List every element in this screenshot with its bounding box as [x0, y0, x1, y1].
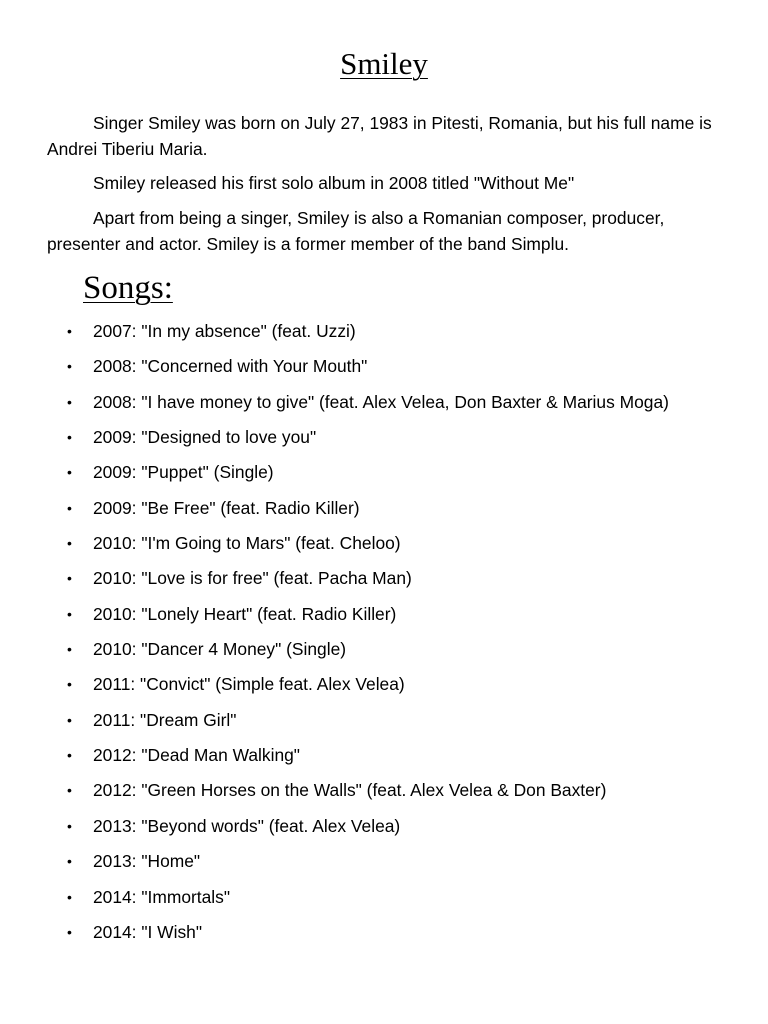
bio-paragraph-album: Smiley released his first solo album in 2008 titled "Without Me" — [93, 173, 575, 193]
song-list-item — [0, 667, 768, 702]
bullet-icon: • — [67, 747, 72, 764]
bullet-icon: • — [67, 429, 72, 446]
song-title: 2014: "Immortals" — [93, 886, 231, 907]
song-list-item — [0, 420, 768, 455]
song-title: 2010: "Dancer 4 Money" (Single) — [93, 639, 347, 660]
song-title: 2010: "Love is for free" (feat. Pacha Man) — [93, 568, 412, 589]
song-list-item — [0, 385, 768, 420]
song-title: 2014: "I Wish" — [93, 921, 203, 942]
song-list-item — [0, 880, 768, 915]
song-title: 2011: "Dream Girl" — [93, 709, 237, 730]
bullet-icon: • — [67, 499, 72, 516]
song-list-item — [0, 561, 768, 596]
song-title: 2009: "Puppet" (Single) — [93, 462, 274, 483]
bio-paragraph-career: Apart from being a singer, Smiley is also a Romanian composer, producer, presenter and actor. Smiley is a former member of the band Simplu. — [47, 208, 665, 254]
bullet-icon: • — [67, 535, 72, 552]
document-title: Smiley — [340, 46, 428, 81]
song-list-item — [0, 597, 768, 632]
song-title: 2009: "Designed to love you" — [93, 427, 317, 448]
song-list-item — [0, 526, 768, 561]
bullet-icon: • — [67, 393, 72, 410]
song-list-item — [0, 632, 768, 667]
song-title: 2008: "Concerned with Your Mouth" — [93, 356, 368, 377]
bullet-icon: • — [67, 605, 72, 622]
song-list — [0, 314, 768, 950]
song-list-item — [0, 809, 768, 844]
song-list-item — [0, 773, 768, 808]
song-title: 2009: "Be Free" (feat. Radio Killer) — [93, 497, 360, 518]
bullet-icon: • — [67, 358, 72, 375]
song-title: 2008: "I have money to give" (feat. Alex Velea, Don Baxter & Marius Moga) — [93, 391, 669, 412]
song-list-item — [0, 349, 768, 384]
song-list-item — [0, 738, 768, 773]
song-list-item — [0, 314, 768, 349]
song-title: 2011: "Convict" (Simple feat. Alex Velea) — [93, 674, 405, 695]
bullet-icon: • — [67, 711, 72, 728]
bullet-icon: • — [67, 464, 72, 481]
bullet-icon: • — [67, 676, 72, 693]
songs-heading: Songs: — [83, 270, 173, 306]
bullet-icon: • — [67, 641, 72, 658]
song-list-item — [0, 915, 768, 950]
bullet-icon: • — [67, 853, 72, 870]
song-title: 2012: "Dead Man Walking" — [93, 745, 300, 766]
bullet-icon: • — [67, 782, 72, 799]
song-title: 2013: "Home" — [93, 851, 201, 872]
bullet-icon: • — [67, 923, 72, 940]
song-title: 2012: "Green Horses on the Walls" (feat. Alex Velea & Don Baxter) — [93, 780, 607, 801]
bullet-icon: • — [67, 323, 72, 339]
song-list-item — [0, 491, 768, 526]
song-list-item — [0, 455, 768, 490]
song-list-item — [0, 703, 768, 738]
song-list-item — [0, 844, 768, 879]
song-title: 2010: "I'm Going to Mars" (feat. Cheloo) — [93, 533, 401, 554]
song-title: 2013: "Beyond words" (feat. Alex Velea) — [93, 815, 401, 836]
bullet-icon: • — [67, 570, 72, 587]
song-title: 2010: "Lonely Heart" (feat. Radio Killer) — [93, 603, 397, 624]
bullet-icon: • — [67, 888, 72, 905]
bullet-icon: • — [67, 817, 72, 834]
bio-paragraph-birth: Singer Smiley was born on July 27, 1983 in Pitesti, Romania, but his full name is Andrei Tiberiu Maria. — [47, 113, 712, 159]
song-title: 2007: "In my absence" (feat. Uzzi) — [93, 321, 356, 341]
